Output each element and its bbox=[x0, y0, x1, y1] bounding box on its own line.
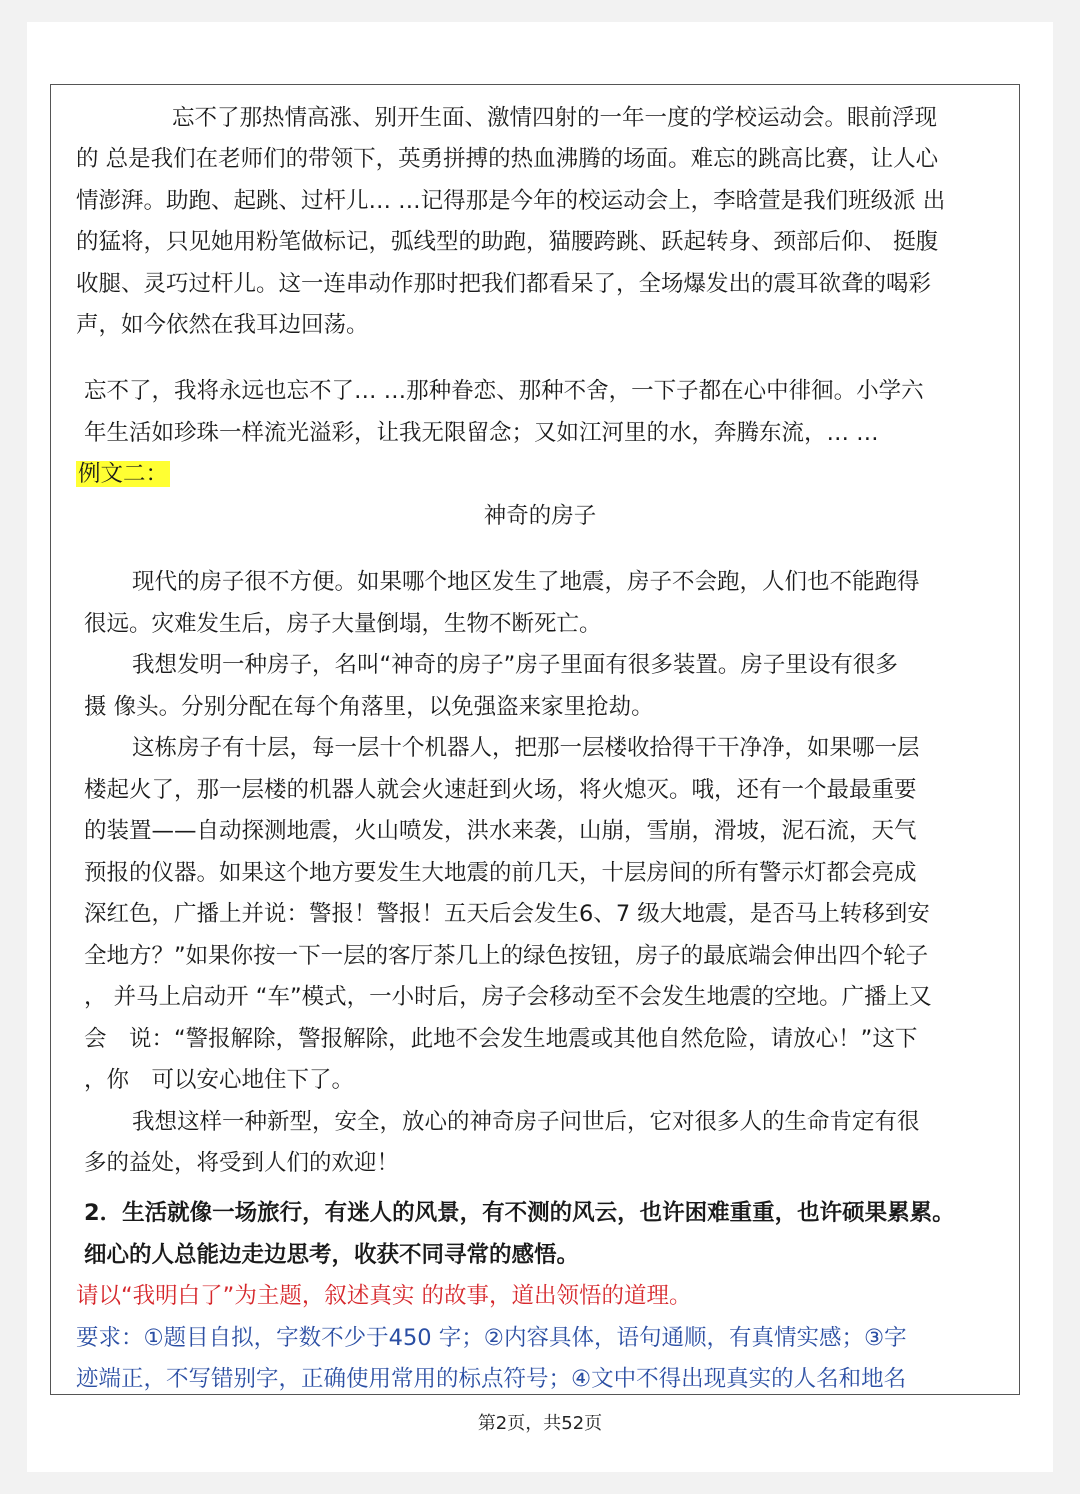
example2-line-2: 很远。灾难发生后，房子大量倒塌，生物不断死亡。 bbox=[84, 611, 602, 637]
essay1-line-5: 收腿、灵巧过杆儿。这一连串动作那时把我们都看呆了，全场爆发出的震耳欲聋的喝彩 bbox=[76, 271, 932, 297]
essay1-closing-1: 忘不了，我将永远也忘不了… …那种眷恋、那种不舍，一下子都在心中徘徊。小学六 bbox=[84, 378, 924, 404]
essay1-line-6: 声，如今依然在我耳边回荡。 bbox=[76, 312, 369, 338]
example2-line-1: 现代的房子很不方便。如果哪个地区发生了地震，房子不会跑，人们也不能跑得 bbox=[132, 569, 920, 595]
example2-line-7: 的装置——自动探测地震，火山喷发，洪水来袭，山崩，雪崩，滑坡，泥石流，天气 bbox=[84, 818, 917, 844]
example2-line-14: 我想这样一种新型，安全，放心的神奇房子问世后，它对很多人的生命肯定有很 bbox=[132, 1109, 920, 1135]
example2-line-8: 预报的仪器。如果这个地方要发生大地震的前几天，十层房间的所有警示灯都会亮成 bbox=[84, 860, 917, 886]
essay1-line-1: 忘不了那热情高涨、别开生面、激情四射的一年一度的学校运动会。眼前浮现 bbox=[172, 105, 938, 131]
essay1-closing-2: 年生活如珍珠一样流光溢彩，让我无限留念；又如江河里的水，奔腾东流，… … bbox=[84, 420, 879, 446]
example2-line-10: 全地方？”如果你按一下一层的客厅茶几上的绿色按钮，房子的最底端会伸出四个轮子 bbox=[84, 943, 929, 969]
example2-line-11: ， 并马上启动开 “车”模式，一小时后，房子会移动至不会发生地震的空地。广播上又 bbox=[84, 984, 932, 1010]
example2-line-12: 会 说：“警报解除，警报解除，此地不会发生地震或其他自然危险，请放心！”这下 bbox=[84, 1026, 918, 1052]
example2-label-wrap bbox=[76, 459, 170, 489]
question2-requirement-2: 迹端正，不写错别字，正确使用常用的标点符号；④文中不得出现真实的人名和地名 bbox=[76, 1366, 907, 1392]
essay1-line-3: 情澎湃。助跑、起跳、过杆儿… …记得那是今年的校运动会上，李晗萱是我们班级派 出 bbox=[76, 188, 946, 214]
question2-requirement-1: 要求：①题目自拟，字数不少于450 字；②内容具体，语句通顺，有真情实感；③字 bbox=[76, 1325, 907, 1351]
question2-line-2: 细心的人总能边走边思考，收获不同寻常的感悟。 bbox=[84, 1242, 580, 1268]
example2-line-13: ，你 可以安心地住下了。 bbox=[84, 1067, 355, 1093]
example2-line-4: 摄 像头。分别分配在每个角落里，以免强盗来家里抢劫。 bbox=[84, 694, 654, 720]
example2-line-6: 楼起火了，那一层楼的机器人就会火速赶到火场，将火熄灭。哦，还有一个最最重要 bbox=[84, 777, 917, 803]
essay1-line-4: 的猛将，只见她用粉笔做标记，弧线型的助跑，猫腰跨跳、跃起转身、颈部后仰、 挺腹 bbox=[76, 229, 939, 255]
example2-title: 神奇的房子 bbox=[483, 503, 597, 529]
example2-line-9: 深红色，广播上并说：警报！警报！五天后会发生6、7 级大地震，是否马上转移到安 bbox=[84, 901, 930, 927]
page-number: 第2页，共52页 bbox=[477, 1413, 603, 1434]
question2-line-1: 2．生活就像一场旅行，有迷人的风景，有不测的风云，也许困难重重，也许硕果累累。 bbox=[84, 1200, 955, 1226]
example2-line-5: 这栋房子有十层，每一层十个机器人，把那一层楼收拾得干干净净，如果哪一层 bbox=[132, 735, 920, 761]
example2-line-15: 多的益处，将受到人们的欢迎！ bbox=[84, 1150, 400, 1176]
example2-line-3: 我想发明一种房子，名叫“神奇的房子”房子里面有很多装置。房子里设有很多 bbox=[132, 652, 898, 678]
essay1-line-2: 的 总是我们在老师们的带领下，英勇拼搏的热血沸腾的场面。难忘的跳高比赛，让人心 bbox=[76, 146, 939, 172]
example2-label: 例文二： bbox=[78, 461, 169, 487]
question2-prompt: 请以“我明白了”为主题，叙述真实 的故事，道出领悟的道理。 bbox=[76, 1283, 692, 1309]
